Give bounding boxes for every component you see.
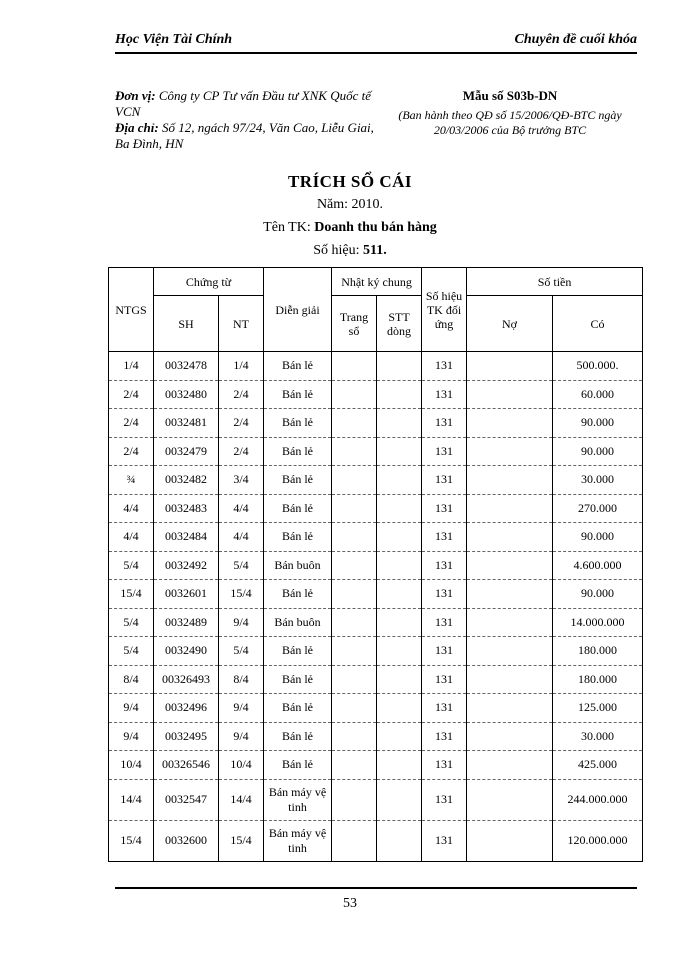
header-so-hieu-tk: Số hiệu TK đối ứng <box>422 268 467 352</box>
account-number-label: Số hiệu: <box>313 243 364 258</box>
page-cell <box>332 580 377 609</box>
debit-cell <box>467 466 553 495</box>
header-co: Có <box>553 296 643 352</box>
sh-cell: 0032495 <box>154 722 219 751</box>
table-row <box>109 580 643 609</box>
description-cell: Bán lẻ <box>264 694 332 723</box>
account-cell: 131 <box>422 779 467 820</box>
page-header <box>115 30 637 54</box>
page-cell <box>332 466 377 495</box>
table-row <box>109 352 643 381</box>
ntgs-cell: 2/4 <box>109 380 154 409</box>
header-dien-giai: Diễn giải <box>264 268 332 352</box>
unit-label: Đơn vị: <box>115 88 156 103</box>
ntgs-cell: 9/4 <box>109 694 154 723</box>
credit-cell: 180.000 <box>553 637 643 666</box>
nt-cell: 10/4 <box>219 751 264 780</box>
unit-name: Công ty CP Tư vấn Đầu tư XNK Quốc tế VCN <box>115 88 371 119</box>
ntgs-cell: 10/4 <box>109 751 154 780</box>
account-number: 511. <box>363 243 387 258</box>
ntgs-cell: 1/4 <box>109 352 154 381</box>
credit-cell: 14.000.000 <box>553 608 643 637</box>
sh-cell: 0032601 <box>154 580 219 609</box>
credit-cell: 120.000.000 <box>553 820 643 861</box>
sh-cell: 0032479 <box>154 437 219 466</box>
nt-cell: 3/4 <box>219 466 264 495</box>
account-cell: 131 <box>422 751 467 780</box>
nt-cell: 9/4 <box>219 694 264 723</box>
description-cell: Bán lẻ <box>264 580 332 609</box>
page-cell <box>332 637 377 666</box>
sh-cell: 0032480 <box>154 380 219 409</box>
nt-cell: 4/4 <box>219 523 264 552</box>
account-name: Doanh thu bán hàng <box>314 220 437 235</box>
line-cell <box>377 437 422 466</box>
page-cell <box>332 551 377 580</box>
account-cell: 131 <box>422 580 467 609</box>
line-cell <box>377 352 422 381</box>
header-chung-tu: Chứng từ <box>154 268 264 296</box>
description-cell: Bán máy vệ tinh <box>264 820 332 861</box>
credit-cell: 180.000 <box>553 665 643 694</box>
nt-cell: 5/4 <box>219 637 264 666</box>
credit-cell: 500.000. <box>553 352 643 381</box>
table-row <box>109 380 643 409</box>
footer-rule <box>115 887 637 889</box>
nt-cell: 14/4 <box>219 779 264 820</box>
nt-cell: 4/4 <box>219 494 264 523</box>
description-cell: Bán lẻ <box>264 494 332 523</box>
sh-cell: 0032490 <box>154 637 219 666</box>
ntgs-cell: ¾ <box>109 466 154 495</box>
debit-cell <box>467 523 553 552</box>
page-cell <box>332 779 377 820</box>
form-code: Mẫu số S03b-DN <box>462 88 558 103</box>
debit-cell <box>467 722 553 751</box>
sh-cell: 0032482 <box>154 466 219 495</box>
line-cell <box>377 665 422 694</box>
header-topic: Chuyên đề cuối khóa <box>514 32 637 47</box>
line-cell <box>377 820 422 861</box>
account-cell: 131 <box>422 352 467 381</box>
line-cell <box>377 637 422 666</box>
credit-cell: 125.000 <box>553 694 643 723</box>
header-stt-dong: STT dòng <box>377 296 422 352</box>
table-row <box>109 722 643 751</box>
credit-cell: 90.000 <box>553 437 643 466</box>
credit-cell: 270.000 <box>553 494 643 523</box>
debit-cell <box>467 820 553 861</box>
table-row <box>109 751 643 780</box>
debit-cell <box>467 751 553 780</box>
unit-address: Số 12, ngách 97/24, Văn Cao, Liễu Giai, Ba Đình, HN <box>115 120 374 151</box>
credit-cell: 30.000 <box>553 466 643 495</box>
ntgs-cell: 2/4 <box>109 409 154 438</box>
nt-cell: 15/4 <box>219 820 264 861</box>
header-no: Nợ <box>467 296 553 352</box>
table-row <box>109 637 643 666</box>
sh-cell: 0032481 <box>154 409 219 438</box>
ntgs-cell: 4/4 <box>109 494 154 523</box>
line-cell <box>377 466 422 495</box>
page-cell <box>332 437 377 466</box>
debit-cell <box>467 551 553 580</box>
unit-name-line <box>115 88 385 120</box>
account-cell: 131 <box>422 665 467 694</box>
sh-cell: 0032600 <box>154 820 219 861</box>
account-cell: 131 <box>422 523 467 552</box>
table-row <box>109 820 643 861</box>
description-cell: Bán lẻ <box>264 523 332 552</box>
account-cell: 131 <box>422 437 467 466</box>
page-cell <box>332 751 377 780</box>
nt-cell: 5/4 <box>219 551 264 580</box>
table-row <box>109 466 643 495</box>
ntgs-cell: 4/4 <box>109 523 154 552</box>
description-cell: Bán lẻ <box>264 751 332 780</box>
sh-cell: 0032478 <box>154 352 219 381</box>
debit-cell <box>467 437 553 466</box>
line-cell <box>377 551 422 580</box>
debit-cell <box>467 608 553 637</box>
ntgs-cell: 14/4 <box>109 779 154 820</box>
nt-cell: 2/4 <box>219 380 264 409</box>
page-cell <box>332 608 377 637</box>
debit-cell <box>467 694 553 723</box>
account-cell: 131 <box>422 637 467 666</box>
page-cell <box>332 820 377 861</box>
table-row <box>109 779 643 820</box>
table-row <box>109 665 643 694</box>
description-cell: Bán lẻ <box>264 665 332 694</box>
description-cell: Bán lẻ <box>264 409 332 438</box>
line-cell <box>377 580 422 609</box>
nt-cell: 15/4 <box>219 580 264 609</box>
account-name-line <box>0 220 700 236</box>
page-cell <box>332 694 377 723</box>
header-trang-so: Trang sổ <box>332 296 377 352</box>
sh-cell: 0032484 <box>154 523 219 552</box>
debit-cell <box>467 580 553 609</box>
account-cell: 131 <box>422 494 467 523</box>
unit-address-line <box>115 120 385 152</box>
description-cell: Bán lẻ <box>264 437 332 466</box>
page-cell <box>332 523 377 552</box>
line-cell <box>377 722 422 751</box>
address-label: Địa chỉ: <box>115 120 159 135</box>
line-cell <box>377 409 422 438</box>
line-cell <box>377 751 422 780</box>
nt-cell: 2/4 <box>219 409 264 438</box>
credit-cell: 244.000.000 <box>553 779 643 820</box>
credit-cell: 425.000 <box>553 751 643 780</box>
page-cell <box>332 665 377 694</box>
line-cell <box>377 779 422 820</box>
table-row <box>109 551 643 580</box>
sh-cell: 0032489 <box>154 608 219 637</box>
table-row <box>109 523 643 552</box>
account-cell: 131 <box>422 694 467 723</box>
debit-cell <box>467 494 553 523</box>
page-cell <box>332 494 377 523</box>
page-cell <box>332 380 377 409</box>
line-cell <box>377 694 422 723</box>
debit-cell <box>467 409 553 438</box>
nt-cell: 2/4 <box>219 437 264 466</box>
credit-cell: 90.000 <box>553 580 643 609</box>
table-row <box>109 494 643 523</box>
credit-cell: 90.000 <box>553 409 643 438</box>
page-cell <box>332 352 377 381</box>
line-cell <box>377 494 422 523</box>
table-row <box>109 409 643 438</box>
debit-cell <box>467 352 553 381</box>
account-cell: 131 <box>422 722 467 751</box>
debit-cell <box>467 380 553 409</box>
document-title: TRÍCH SỔ CÁI <box>287 172 413 191</box>
table-row <box>109 437 643 466</box>
table-row <box>109 694 643 723</box>
ledger-table <box>108 267 643 862</box>
account-cell: 131 <box>422 820 467 861</box>
account-label: Tên TK: <box>263 220 315 235</box>
account-cell: 131 <box>422 409 467 438</box>
header-ntgs: NTGS <box>109 268 154 352</box>
unit-info <box>115 88 385 152</box>
ntgs-cell: 15/4 <box>109 580 154 609</box>
ntgs-cell: 8/4 <box>109 665 154 694</box>
description-cell: Bán lẻ <box>264 352 332 381</box>
line-cell <box>377 608 422 637</box>
description-cell: Bán lẻ <box>264 722 332 751</box>
document-year: Năm: 2010. <box>316 197 384 212</box>
sh-cell: 0032492 <box>154 551 219 580</box>
nt-cell: 9/4 <box>219 608 264 637</box>
header-institution: Học Viện Tài Chính <box>115 32 233 47</box>
credit-cell: 4.600.000 <box>553 551 643 580</box>
account-cell: 131 <box>422 551 467 580</box>
page-cell <box>332 722 377 751</box>
table-row <box>109 608 643 637</box>
header-sh: SH <box>154 296 219 352</box>
header-so-tien: Số tiền <box>467 268 643 296</box>
sh-cell: 0032547 <box>154 779 219 820</box>
credit-cell: 30.000 <box>553 722 643 751</box>
nt-cell: 8/4 <box>219 665 264 694</box>
account-cell: 131 <box>422 466 467 495</box>
sh-cell: 00326493 <box>154 665 219 694</box>
debit-cell <box>467 665 553 694</box>
form-info <box>380 88 640 138</box>
credit-cell: 60.000 <box>553 380 643 409</box>
ntgs-cell: 2/4 <box>109 437 154 466</box>
description-cell: Bán lẻ <box>264 637 332 666</box>
debit-cell <box>467 637 553 666</box>
sh-cell: 0032496 <box>154 694 219 723</box>
page-number: 53 <box>343 896 357 911</box>
line-cell <box>377 523 422 552</box>
ntgs-cell: 5/4 <box>109 608 154 637</box>
debit-cell <box>467 779 553 820</box>
account-number-line <box>0 243 700 259</box>
account-cell: 131 <box>422 380 467 409</box>
page-cell <box>332 409 377 438</box>
account-cell: 131 <box>422 608 467 637</box>
nt-cell: 1/4 <box>219 352 264 381</box>
header-nhat-ky-chung: Nhật ký chung <box>332 268 422 296</box>
header-nt: NT <box>219 296 264 352</box>
description-cell: Bán lẻ <box>264 466 332 495</box>
ntgs-cell: 5/4 <box>109 551 154 580</box>
sh-cell: 00326546 <box>154 751 219 780</box>
description-cell: Bán máy vệ tinh <box>264 779 332 820</box>
description-cell: Bán buôn <box>264 608 332 637</box>
line-cell <box>377 380 422 409</box>
description-cell: Bán buôn <box>264 551 332 580</box>
description-cell: Bán lẻ <box>264 380 332 409</box>
ntgs-cell: 5/4 <box>109 637 154 666</box>
sh-cell: 0032483 <box>154 494 219 523</box>
nt-cell: 9/4 <box>219 722 264 751</box>
form-note: (Ban hành theo QĐ số 15/2006/QĐ-BTC ngày 20/03/2006 của Bộ trưởng BTC <box>398 108 622 137</box>
credit-cell: 90.000 <box>553 523 643 552</box>
ntgs-cell: 9/4 <box>109 722 154 751</box>
ledger-body <box>109 352 643 862</box>
ntgs-cell: 15/4 <box>109 820 154 861</box>
